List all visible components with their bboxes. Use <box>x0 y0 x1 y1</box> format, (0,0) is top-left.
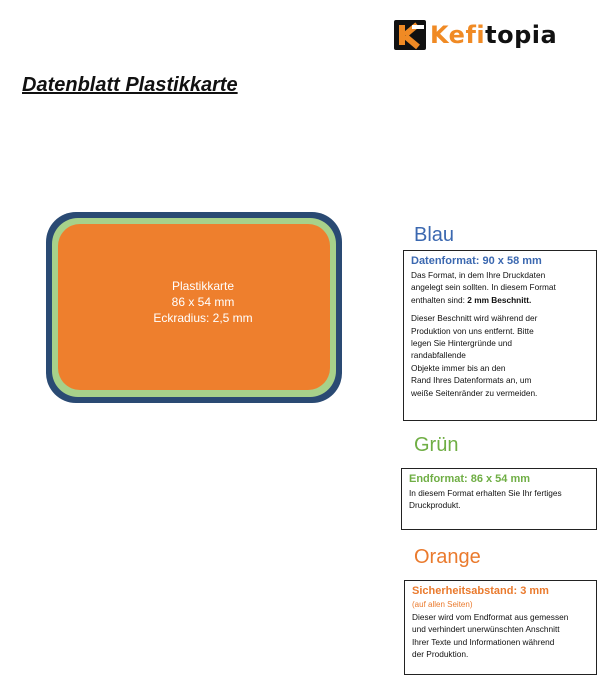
box-blau-line-3 <box>411 294 590 306</box>
box-orange-line-3: Ihrer Texte und Informationen während <box>412 636 555 647</box>
box-gruen-line-1: In diesem Format erhalten Sie Ihr fertiges <box>409 488 562 498</box>
box-blau-bold: 2 mm Beschnitt. <box>467 294 532 305</box>
box-blau-line-4: Dieser Beschnitt wird während der <box>411 313 538 324</box>
info-box-gruen <box>401 468 597 530</box>
info-box-blau <box>403 250 597 421</box>
heading-blau: Blau <box>414 224 455 246</box>
page-title: Datenblatt Plastikkarte <box>22 74 238 96</box>
box-blau-line-2: angelegt sein sollten. In diesem Format <box>411 282 556 293</box>
logo-text-part1: Kefi <box>430 21 486 49</box>
box-orange-line-1: Dieser wird vom Endformat aus gemessen <box>412 612 569 622</box>
card-label-size: 86 x 54 mm <box>171 295 235 309</box>
box-blau-line-7: randabfallende <box>411 350 466 361</box>
box-title-orange: Sicherheitsabstand: 3 mm <box>412 585 549 597</box>
box-blau-line-3-text: enthalten sind: <box>411 294 468 305</box>
box-blau-line-1: Das Format, in dem Ihre Druckdaten <box>411 270 546 280</box>
box-blau-line-6: legen Sie Hintergründe und <box>411 338 513 349</box>
box-orange-line-4: der Produktion. <box>412 649 469 660</box>
box-gruen-line-2: Druckprodukt. <box>409 500 461 511</box>
heading-gruen: Grün <box>414 434 459 456</box>
info-box-orange <box>404 580 597 675</box>
card-label-name: Plastikkarte <box>171 279 235 293</box>
heading-orange: Orange <box>414 546 481 568</box>
kefitopia-logo[interactable] <box>394 20 557 50</box>
logo-text <box>430 20 557 50</box>
box-title-gruen: Endformat: 86 x 54 mm <box>409 473 531 485</box>
logo-text-part2: topia <box>485 21 558 49</box>
card-label-radius: Eckradius: 2,5 mm <box>153 311 253 325</box>
box-title-blau: Datenformat: 90 x 58 mm <box>411 255 542 267</box>
box-blau-line-5: Produktion von uns entfernt. Bitte <box>411 325 534 336</box>
box-subtitle-orange: (auf allen Seiten) <box>412 600 473 609</box>
card-label <box>58 278 348 326</box>
box-blau-line-8: Objekte immer bis an den <box>411 362 506 373</box>
box-orange-line-2: und verhindert unerwünschten Anschnitt <box>412 624 560 635</box>
box-blau-line-10: weiße Seitenränder zu vermeiden. <box>411 387 538 398</box>
box-blau-line-9: Rand Ihres Datenformats an, um <box>411 375 532 386</box>
kefitopia-logo-icon <box>394 20 426 50</box>
